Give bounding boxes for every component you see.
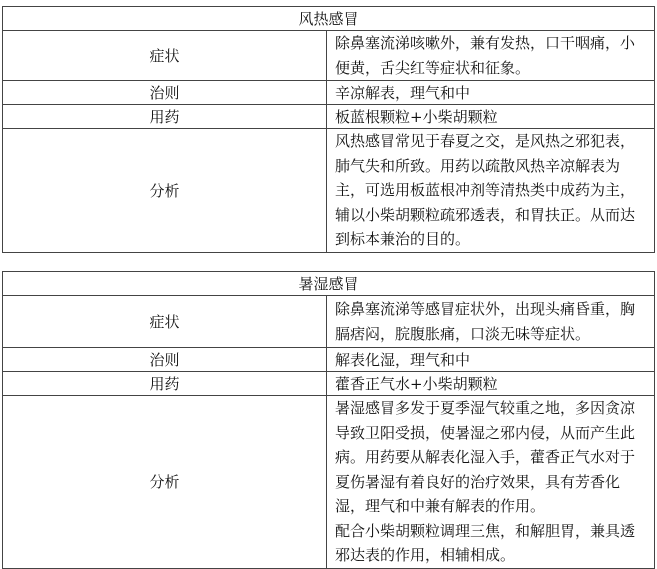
row-label-symptoms: 症状 xyxy=(3,296,327,348)
row-label-principle: 治则 xyxy=(3,81,327,105)
row-content-symptoms: 除鼻塞流涕咳嗽外，兼有发热，口干咽痛，小便黄，舌尖红等症状和征象。 xyxy=(327,31,655,81)
table-title: 暑湿感冒 xyxy=(3,272,655,296)
row-label-medication: 用药 xyxy=(3,372,327,396)
summer-damp-cold-table xyxy=(2,271,655,569)
table-title: 风热感冒 xyxy=(3,7,655,31)
row-content-principle: 解表化湿，理气和中 xyxy=(327,348,655,372)
row-content-principle: 辛凉解表，理气和中 xyxy=(327,81,655,105)
row-content-medication: 板蓝根颗粒+小柴胡颗粒 xyxy=(327,105,655,129)
row-label-symptoms: 症状 xyxy=(3,31,327,81)
wind-heat-cold-table xyxy=(2,6,655,253)
row-content-analysis: 暑湿感冒多发于夏季湿气较重之地，多因贪凉导致卫阳受损，使暑湿之邪内侵，从而产生此病。用药要从解表化湿入手，藿香正气水对于夏伤暑湿有着良好的治疗效果，具有芳香化湿，理气和中兼有解表的作用。 配合小柴胡颗粒调理三焦，和解胆胃，兼具透邪达表的作用，相辅相成。 xyxy=(327,396,655,569)
row-content-symptoms: 除鼻塞流涕等感冒症状外，出现头痛昏重，胸膈痞闷，脘腹胀痛，口淡无味等症状。 xyxy=(327,296,655,348)
row-label-principle: 治则 xyxy=(3,348,327,372)
row-label-analysis: 分析 xyxy=(3,129,327,253)
row-label-medication: 用药 xyxy=(3,105,327,129)
row-content-analysis: 风热感冒常见于春夏之交，是风热之邪犯表，肺气失和所致。用药以疏散风热辛凉解表为主，可选用板蓝根冲剂等清热类中成药为主，辅以小柴胡颗粒疏邪透表，和胃扶正。从而达到标本兼治的目的。 xyxy=(327,129,655,253)
row-content-medication: 藿香正气水+小柴胡颗粒 xyxy=(327,372,655,396)
row-label-analysis: 分析 xyxy=(3,396,327,569)
